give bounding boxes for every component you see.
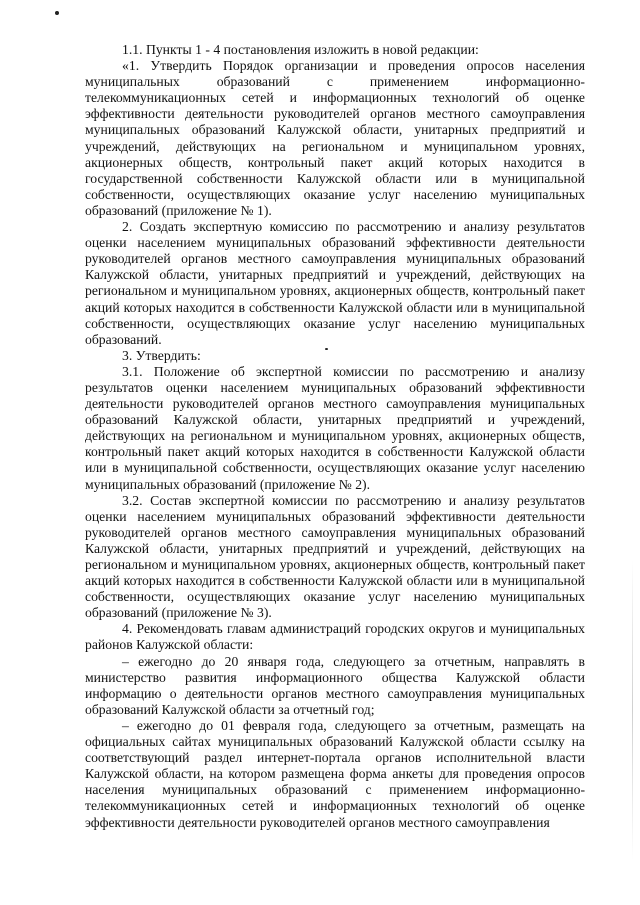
paragraph-dash-1: – ежегодно до 20 января года, следующего за отчетным, направлять в министерство развития информационного общества Калужской области информацию о деятельности органов местного самоуправления муниципальных образований Калужской области за отчетный год; <box>85 653 585 717</box>
paragraph-item-3-2: 3.2. Состав экспертной комиссии по рассмотрению и анализу результатов оценки населением муниципальных образований эффективности деятельности руководителей органов местного самоуправления муниципальных образований Калужской области, унитарных предприятий и учреждений, действующих на региональном и муниципальном уровнях, акционерных обществ, контрольный пакет акций которых находится в собственности Калужской области или в муниципальной собственности, осуществляющих оказание услуг населению муниципальных образований (приложение № 3). <box>85 492 585 621</box>
paragraph-dash-2: – ежегодно до 01 февраля года, следующего за отчетным, размещать на официальных сайтах муниципальных образований Калужской области ссылку на соответствующий раздел интернет-портала органов исполнительной власти Калужской области, на котором размещена форма анкеты для проведения опросов населения муниципальных образований с применением информационно-телекоммуникационных сетей и информационных технологий об оценке эффективности деятельности руководителей органов местного самоуправления <box>85 717 585 830</box>
scan-edge-shadow <box>632 560 633 860</box>
paragraph-item-3-1: 3.1. Положение об экспертной комиссии по рассмотрению и анализу результатов оценки населением муниципальных образований эффективности деятельности руководителей органов местного самоуправления муниципальных образований Калужской области, унитарных предприятий и учреждений, действующих на региональном и муниципальном уровнях, акционерных обществ, контрольный пакет акций которых находится в собственности Калужской области или в муниципальной собственности, осуществляющих оказание услуг населению муниципальных образований (приложение № 2). <box>85 363 585 492</box>
paragraph-item-3: 3. Утвердить: <box>122 347 201 363</box>
paragraph-item-1: «1. Утвердить Порядок организации и проведения опросов населения муниципальных образований с применением информационно-телекоммуникационных сетей и информационных технологий об оценке эффективности деятельности руководителей органов местного самоуправления муниципальных образований Калужской области, унитарных предприятий и учреждений, действующих на региональном и муниципальном уровнях, акционерных обществ, контрольный пакет акций которых находится в государственной собственности Калужской области или в муниципальной собственности, осуществляющих оказание услуг населению муниципальных образований (приложение № 1). <box>85 58 585 218</box>
paragraph-item-2: 2. Создать экспертную комиссию по рассмотрению и анализу результатов оценки населением муниципальных образований эффективности деятельности руководителей органов местного самоуправления муниципальных образований Калужской области, унитарных предприятий и учреждений, действующих на региональном и муниципальном уровнях, акционерных обществ, контрольный пакет акций которых находится в собственности Калужской области или в муниципальной собственности, осуществляющих оказание услуг населению муниципальных образований. <box>85 219 585 347</box>
document-body <box>85 42 585 831</box>
paragraph-item-4: 4. Рекомендовать главам администраций городских округов и муниципальных районов Калужской области: <box>85 621 585 653</box>
scan-speck <box>55 11 59 15</box>
paragraph-1-1: 1.1. Пункты 1 - 4 постановления изложить в новой редакции: <box>122 42 479 57</box>
